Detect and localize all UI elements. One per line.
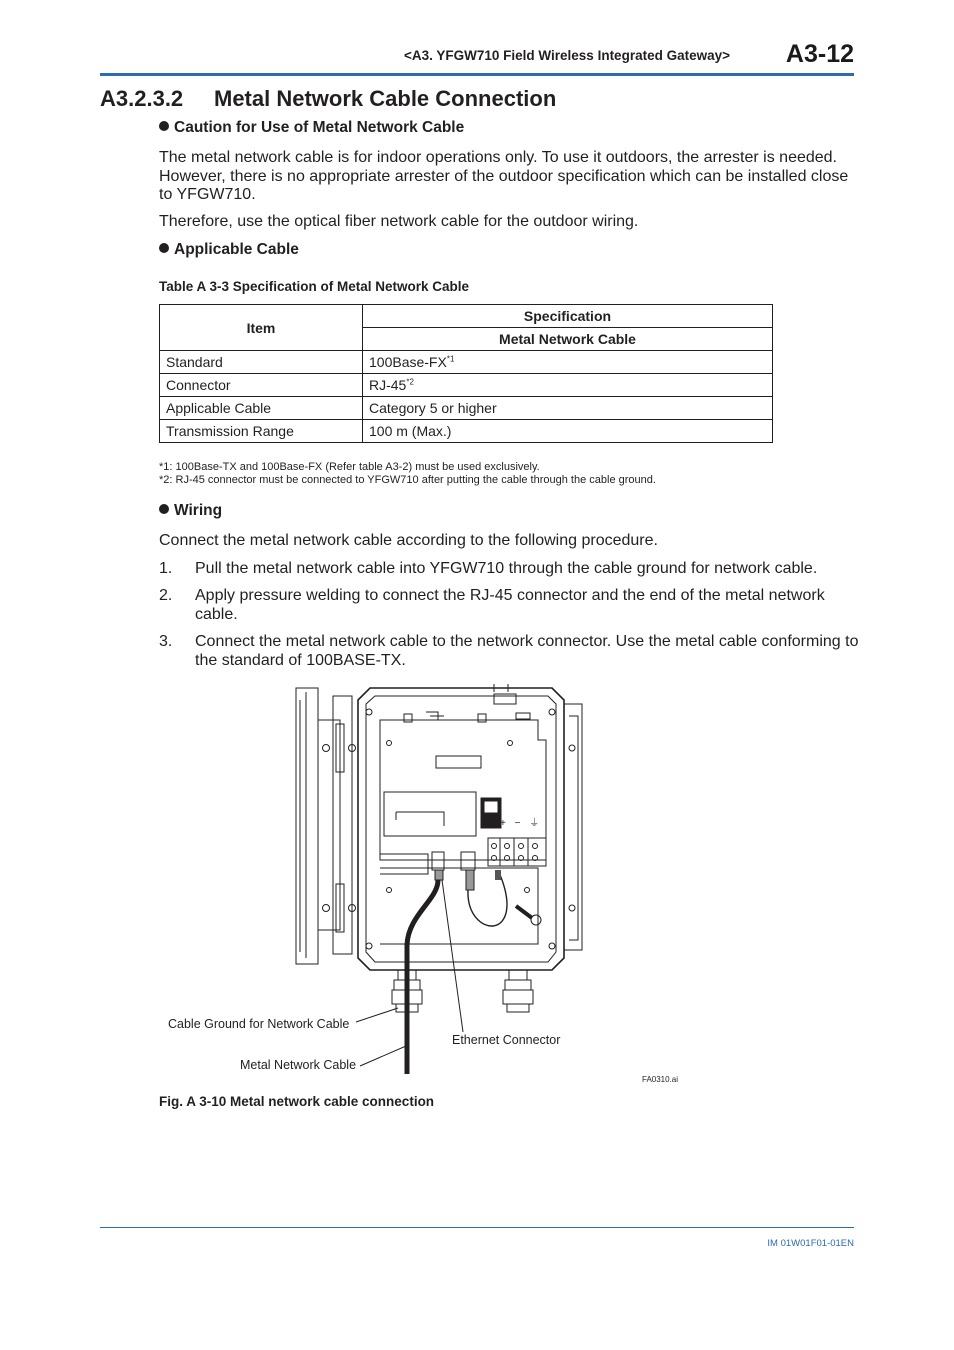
step-number: 2. [159,587,173,604]
header-rule [100,73,854,76]
row-value [363,351,773,374]
step-text: Connect the metal network cable to the network connector. Use the metal cable conforming to the standard of 100BASE-TX. [195,633,859,669]
wiring-intro: Connect the metal network cable according to the following procedure. [159,532,658,549]
terminal-polarity-marks: + − ⏚ [500,818,543,829]
step-text: Pull the metal network cable into YFGW710 through the cable ground for network cable. [195,560,818,577]
document-id: IM 01W01F01-01EN [767,1238,854,1249]
leader-line-metal-cable [360,1046,406,1066]
row-value-text: RJ-45 [369,377,407,393]
row-value: 100 m (Max.) [363,420,773,443]
row-item: Standard [160,351,363,374]
row-item: Applicable Cable [160,397,363,420]
spec-table [159,304,773,443]
label-metal-network-cable: Metal Network Cable [240,1058,357,1072]
applicable-heading-text: Applicable Cable [174,241,299,258]
bullet-icon [159,504,169,514]
caution-heading-text: Caution for Use of Metal Network Cable [174,119,465,136]
footnote-ref: *2 [406,377,414,387]
row-item: Transmission Range [160,420,363,443]
caution-heading [159,119,464,137]
leader-line-ethernet [442,880,463,1032]
step-number: 3. [159,633,173,650]
section-number: A3.2.3.2 [100,86,184,111]
header-specification: Specification [363,305,773,328]
step-number: 1. [159,560,173,577]
leader-line-cable-ground [356,1008,398,1022]
row-value [363,374,773,397]
running-header: <A3. YFGW710 Field Wireless Integrated Gateway> [403,48,730,63]
table-row [160,397,773,420]
table-header-row [160,305,773,328]
caution-paragraph-2: Therefore, use the optical fiber network cable for the outdoor wiring. [159,213,639,230]
enclosure-body [358,684,582,970]
bullet-icon [159,243,169,253]
applicable-heading [159,241,299,259]
page-number: A3-12 [785,40,854,68]
header-metal-network-cable: Metal Network Cable [363,328,773,351]
metal-network-cable [407,880,438,1074]
header-item: Item [160,305,363,351]
table-note-1: *1: 100Base-TX and 100Base-FX (Refer table A3-2) must be used exclusively. [159,461,540,473]
enclosure-door [296,688,356,964]
section-title-text: Metal Network Cable Connection [214,86,557,111]
table-row [160,374,773,397]
table-row [160,420,773,443]
section-title [100,86,556,112]
bullet-icon [159,121,169,131]
caution-paragraph-1: The metal network cable is for indoor operations only. To use it outdoors, the arrester is needed. However, there is no appropriate arrester of the outdoor specification which can be installed close to YFGW710. [159,149,849,203]
table-caption: Table A 3-3 Specification of Metal Network Cable [159,279,470,294]
label-cable-ground: Cable Ground for Network Cable [168,1017,350,1031]
footer-rule [100,1227,854,1228]
table-note-2: *2: RJ-45 connector must be connected to YFGW710 after putting the cable through the cable ground. [159,474,656,486]
step-text: Apply pressure welding to connect the RJ-45 connector and the end of the metal network cable. [195,587,825,623]
figure-file-reference: FA0310.ai [642,1075,679,1084]
row-value: Category 5 or higher [363,397,773,420]
row-value-text: 100Base-FX [369,354,447,370]
footnote-ref: *1 [446,354,455,364]
figure-caption: Fig. A 3-10 Metal network cable connection [159,1094,435,1109]
table-row [160,351,773,374]
cable-gland-spare [503,970,533,1012]
wiring-heading-text: Wiring [174,502,223,519]
wiring-heading [159,502,222,520]
label-ethernet-connector: Ethernet Connector [452,1033,561,1047]
row-item: Connector [160,374,363,397]
